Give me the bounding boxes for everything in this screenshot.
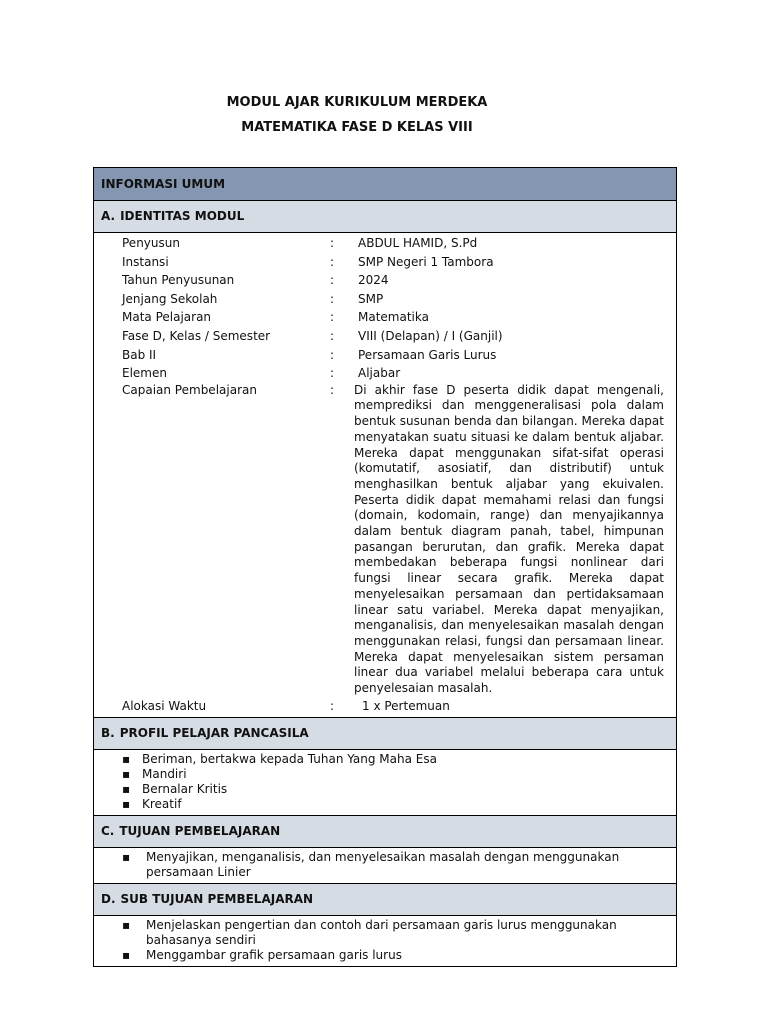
list-item: ▪ Menjelaskan pengertian dan contoh dari persamaan garis lurus menggunakan bahasanya sendiri — [94, 918, 676, 948]
row-label: Elemen — [122, 366, 167, 381]
section-title: SUB TUJUAN PEMBELAJARAN — [120, 892, 314, 907]
section-title: IDENTITAS MODUL — [120, 209, 245, 223]
sub-tujuan-list — [94, 916, 676, 966]
list-item: ▪ Menggambar grafik persamaan garis lurus — [94, 948, 676, 963]
section-letter: B. — [101, 726, 115, 741]
row-label: Penyusun — [122, 236, 180, 250]
identity-rows — [94, 233, 676, 717]
section-letter: C. — [101, 824, 115, 839]
row-colon: : — [330, 273, 335, 288]
row-value: 1 x Pertemuan — [362, 698, 450, 713]
row-colon: : — [330, 328, 335, 343]
row-colon: : — [330, 310, 335, 325]
section-letter: A. — [101, 209, 116, 223]
row-value: Di akhir fase D peserta didik dapat mengenali, memprediksi dan menggeneralisasi pola dalam bentuk susunan benda dan bilangan. Mereka dapat menyatakan suatu situasi ke dalam bentuk aljabar. Mereka dapat menggunakan sifat-sifat operasi (komutatif, asosiatif, dan distributif) untuk menghasilkan bentuk aljabar yang ekuivalen. Peserta didik dapat memahami relasi dan fungsi (domain, kodomain, range) dan menyajikannya dalam bentuk diagram panah, tabel, himpunan pasangan berurutan, dan grafik. Mereka dapat membedakan beberapa fungsi nonlinear dari fungsi linear secara grafik. Mereka dapat menyelesaikan persamaan dan pertidaksamaan linear satu variabel. Mereka dapat menyajikan, menganalisis, dan menyelesaikan masalah dengan menggunakan relasi, fungsi dan persamaan linear. Mereka dapat menyelesaikan sistem persaman linear dua variabel melalui beberapa cara untuk penyelesaian masalah. — [354, 382, 664, 696]
row-value: SMP Negeri 1 Tambora — [358, 254, 494, 269]
identity-row-mapel — [94, 308, 676, 327]
row-colon: : — [330, 254, 335, 269]
row-value: Matematika — [358, 310, 429, 325]
identity-row-instansi — [94, 253, 676, 272]
row-label: Bab II — [122, 347, 157, 362]
row-label: Alokasi Waktu — [122, 698, 207, 713]
row-label: Capaian Pembelajaran — [122, 382, 257, 397]
document-title: MODUL AJAR KURIKULUM MERDEKA — [226, 95, 488, 110]
section-header-profil — [94, 717, 676, 750]
section-title: TUJUAN PEMBELAJARAN — [119, 824, 281, 839]
row-colon: : — [330, 236, 335, 250]
identity-row-capaian — [94, 383, 676, 697]
row-colon: : — [330, 698, 335, 713]
identity-row-elemen — [94, 364, 676, 383]
list-item: ▪ Menyajikan, menganalisis, dan menyelesaikan masalah dengan menggunakan persamaan Linier — [94, 850, 676, 880]
row-value: Aljabar — [358, 366, 401, 381]
section-title: PROFIL PELAJAR PANCASILA — [119, 726, 309, 741]
section-letter: D. — [101, 892, 116, 907]
profil-list — [94, 750, 676, 815]
row-label: Instansi — [122, 254, 169, 269]
tujuan-list — [94, 848, 676, 883]
section-header-sub-tujuan — [94, 883, 676, 916]
row-label: Mata Pelajaran — [122, 310, 212, 325]
identity-row-alokasi — [94, 697, 676, 716]
identity-row-fase — [94, 327, 676, 346]
row-colon: : — [330, 382, 335, 397]
row-colon: : — [330, 347, 335, 362]
row-value: 2024 — [358, 273, 389, 288]
row-value: VIII (Delapan) / I (Ganjil) — [358, 328, 503, 343]
identity-row-penyusun — [94, 234, 676, 253]
list-item: ▪ Bernalar Kritis — [94, 782, 676, 797]
list-item: ▪ Kreatif — [94, 797, 676, 812]
document-subtitle: MATEMATIKA FASE D KELAS VIII — [241, 120, 473, 135]
identity-row-jenjang — [94, 290, 676, 309]
row-value: SMP — [358, 291, 384, 306]
row-value: Persamaan Garis Lurus — [358, 347, 497, 362]
section-header-identitas — [94, 201, 676, 233]
row-colon: : — [330, 366, 335, 381]
row-label: Fase D, Kelas / Semester — [122, 328, 271, 343]
identity-row-tahun — [94, 271, 676, 290]
list-item: ▪ Beriman, bertakwa kepada Tuhan Yang Maha Esa — [94, 752, 676, 767]
list-item: ▪ Mandiri — [94, 767, 676, 782]
section-header-tujuan — [94, 815, 676, 848]
general-info-header: INFORMASI UMUM — [94, 168, 676, 201]
identity-row-bab — [94, 346, 676, 365]
module-table — [93, 167, 677, 967]
row-label: Jenjang Sekolah — [122, 291, 218, 306]
row-colon: : — [330, 291, 335, 306]
row-value: ABDUL HAMID, S.Pd — [358, 236, 478, 250]
row-label: Tahun Penyusunan — [122, 273, 235, 288]
